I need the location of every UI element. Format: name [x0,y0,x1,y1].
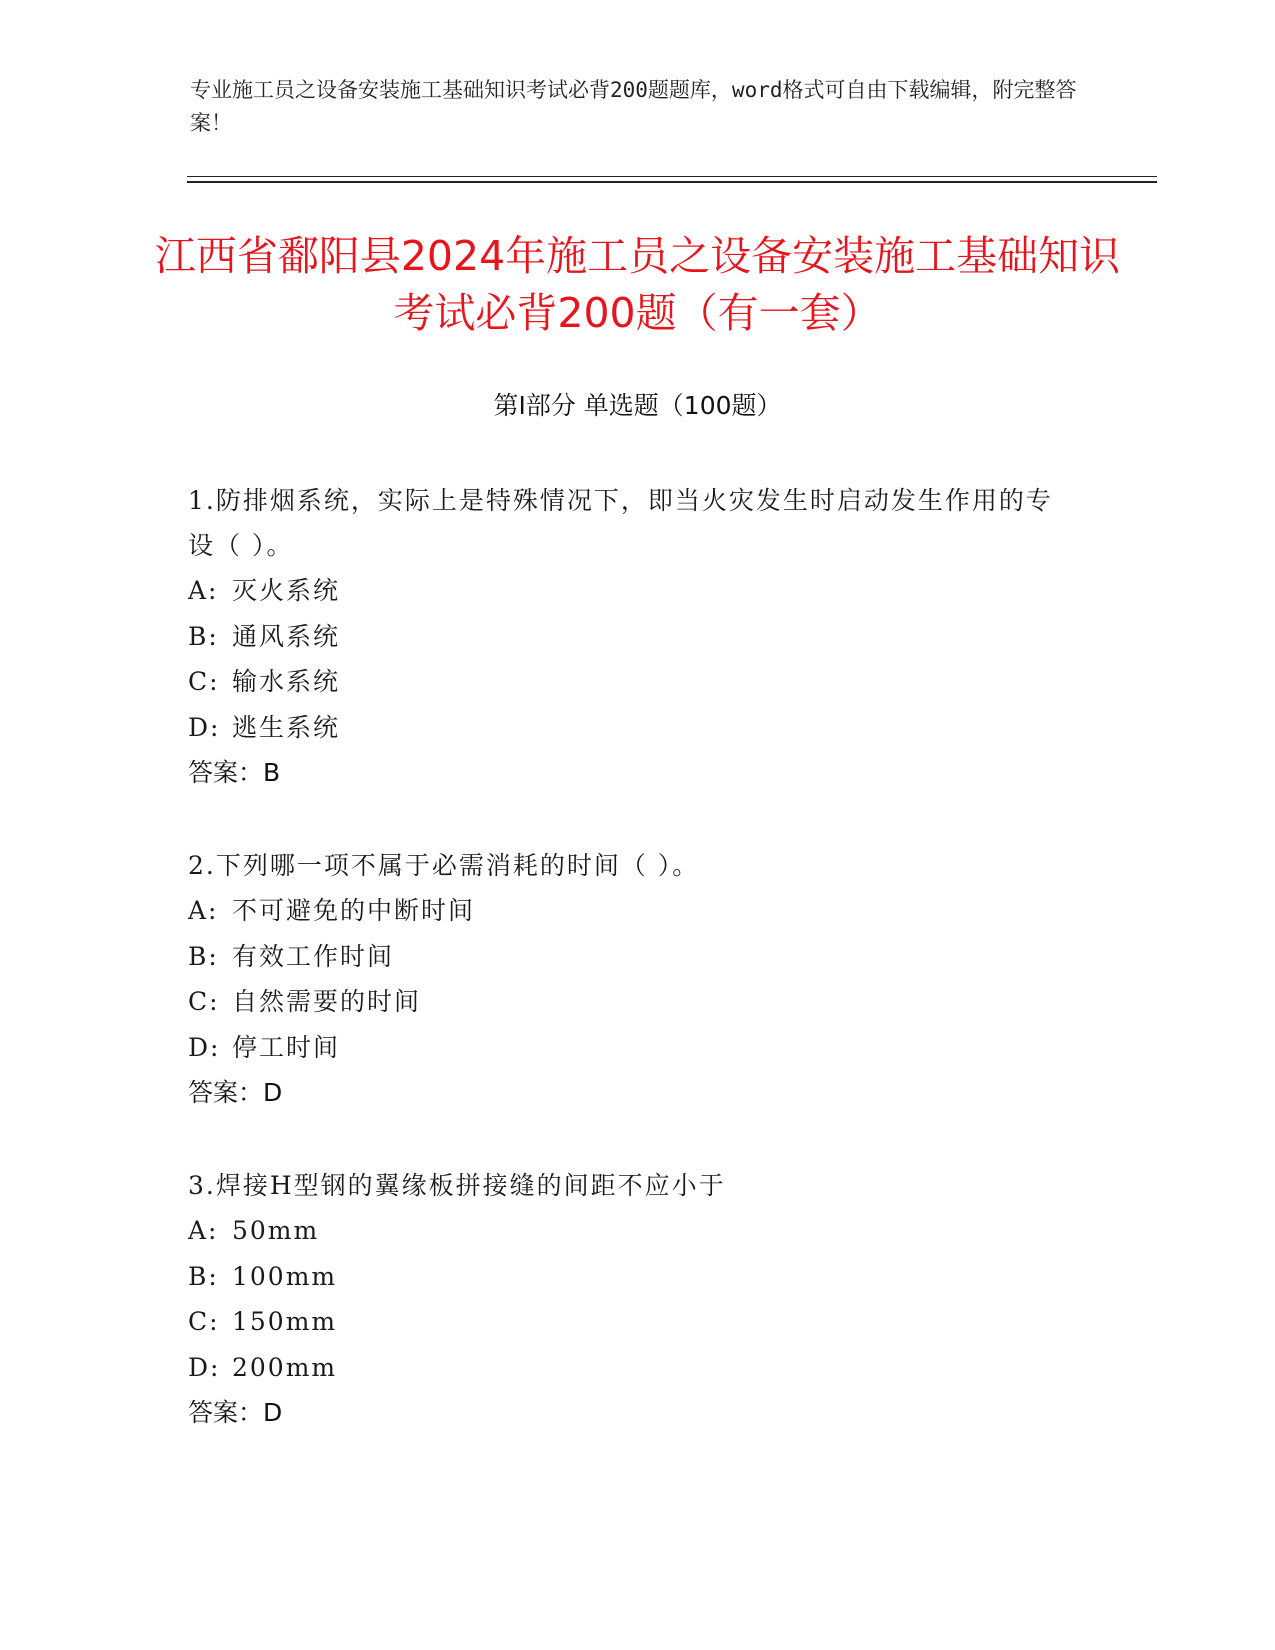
option-letter: A: [188,896,219,925]
option-text: 停工时间 [232,1032,341,1062]
option-letter: C: [188,1307,220,1336]
option-letter: C: [188,667,220,696]
option-text: 200mm [232,1352,338,1382]
option-b [188,614,1068,660]
option-c [188,979,1068,1025]
option-text: 输水系统 [232,667,341,696]
question-1 [188,478,1068,795]
option-d [188,705,1068,751]
header-divider-thin [187,176,1157,177]
option-letter: B: [188,941,219,971]
option-c [188,1299,1068,1345]
option-a [188,888,1068,934]
option-a [188,1208,1068,1254]
option-letter: D: [188,712,221,742]
option-letter: D: [188,1352,221,1382]
option-letter: B: [188,1261,219,1291]
option-letter: A: [188,576,219,605]
option-d [188,1345,1068,1391]
answer-line: 答案：D [188,1398,283,1427]
option-letter: B: [188,621,219,651]
option-text: 不可避免的中断时间 [232,896,476,925]
option-text: 150mm [232,1307,338,1336]
option-d [188,1025,1068,1071]
option-text: 50mm [232,1216,320,1245]
question-list [188,478,1068,1483]
option-text: 有效工作时间 [232,941,395,971]
question-stem: 2.下列哪一项不属于必需消耗的时间（ ）。 [188,851,700,880]
question-stem: 3.焊接H型钢的翼缘板拼接缝的间距不应小于 [188,1171,726,1200]
answer-line: 答案：B [188,758,281,787]
option-a [188,568,1068,614]
option-letter: D: [188,1032,221,1062]
question-3 [188,1163,1068,1435]
question-2 [188,843,1068,1115]
header-divider-thick [187,181,1157,183]
document-title: 江西省鄱阳县2024年施工员之设备安装施工基础知识考试必背200题（有一套） [154,232,1121,337]
question-stem: 1.防排烟系统，实际上是特殊情况下，即当火灾发生时启动发生作用的专设（ ）。 [188,486,1053,560]
option-letter: C: [188,987,220,1016]
section-title: 第Ⅰ部分 单选题（100题） [493,391,782,420]
option-text: 灭火系统 [232,576,341,605]
option-c [188,659,1068,705]
option-text: 自然需要的时间 [232,987,422,1016]
answer-line: 答案：D [188,1078,283,1107]
option-b [188,1254,1068,1300]
option-b [188,934,1068,980]
option-letter: A: [188,1216,219,1245]
option-text: 通风系统 [232,621,341,651]
option-text: 100mm [232,1261,338,1291]
option-text: 逃生系统 [232,712,341,742]
header-note: 专业施工员之设备安装施工基础知识考试必背200题题库，word格式可自由下载编辑，附完整答案！ [190,78,1077,135]
